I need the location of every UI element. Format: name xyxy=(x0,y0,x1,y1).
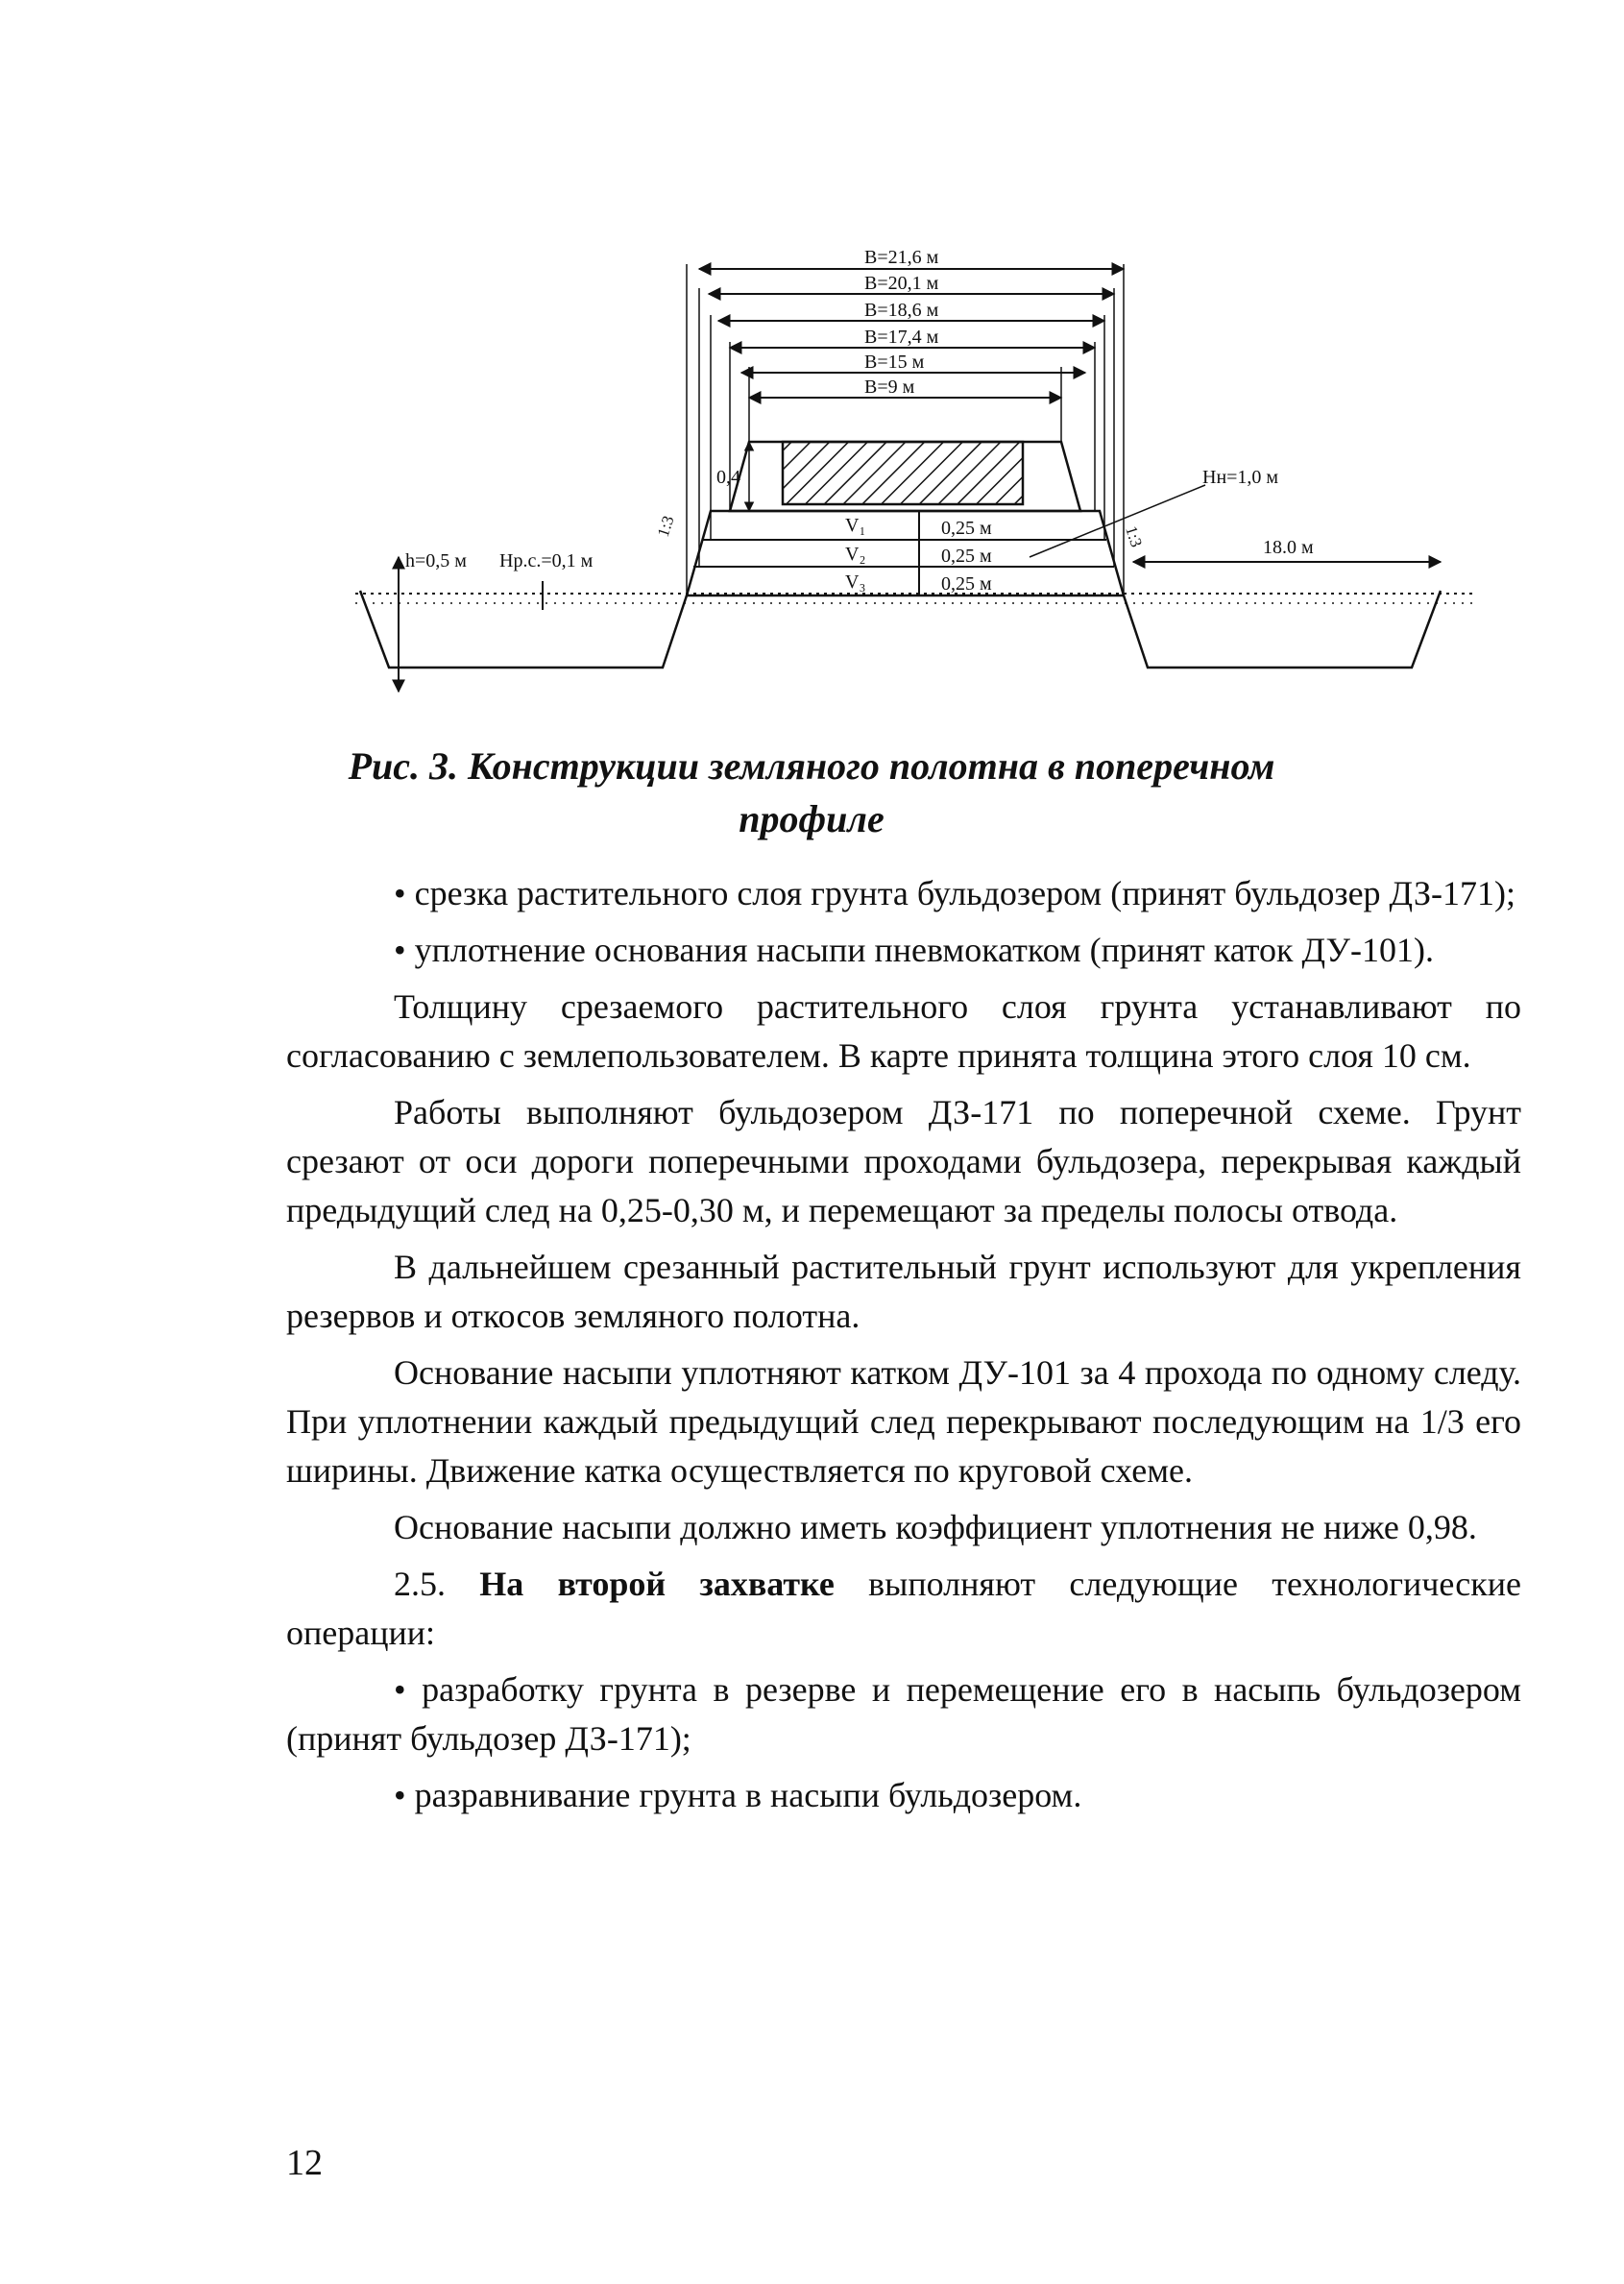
width-label-3: B=18,6 м xyxy=(864,300,939,321)
width-label-1: B=21,6 м xyxy=(864,247,939,268)
embankment-height-label: Hн=1,0 м xyxy=(1202,467,1279,488)
layer-v1-label: V₁ xyxy=(845,515,866,536)
reserve-width-label: 18.0 м xyxy=(1263,537,1314,558)
hatched-layer xyxy=(783,442,1023,504)
layer-thickness-1: 0,25 м xyxy=(941,518,992,539)
cross-section-figure xyxy=(346,240,1479,701)
section-paragraph xyxy=(286,1560,1521,1658)
embankment-outline xyxy=(687,511,1124,595)
layer-v3-label: V₃ xyxy=(845,571,866,593)
page-number: 12 xyxy=(286,2143,323,2183)
left-reserve xyxy=(360,591,687,668)
section-text: выполняют следующие технологические операции: xyxy=(286,1565,1522,1652)
layer-thickness-3: 0,25 м xyxy=(941,573,992,595)
width-label-2: B=20,1 м xyxy=(864,273,939,294)
width-label-6: B=9 м xyxy=(864,377,915,398)
body-text xyxy=(286,869,1521,1828)
layer-thickness-2: 0,25 м xyxy=(941,546,992,567)
slope-label-right: 1:3 xyxy=(1122,523,1146,549)
height-leader xyxy=(1030,485,1205,557)
paragraph: Работы выполняют бульдозером ДЗ-171 по поперечной схеме. Грунт срезают от оси дороги поперечными проходами бульдозера, перекрывая каждый предыдущий след на 0,25-0,30 м, и перемещают за пределы полосы отвода. xyxy=(286,1093,1521,1229)
paragraph: • срезка растительного слоя грунта бульдозером (принят бульдозер ДЗ-171); xyxy=(394,874,1516,912)
width-label-5: B=15 м xyxy=(864,352,925,373)
caption-line-1: Рис. 3. Конструкции земляного полотна в поперечном xyxy=(348,744,1275,788)
paragraph: В дальнейшем срезанный растительный грунт используют для укрепления резервов и откосов земляного полотна. xyxy=(286,1248,1521,1335)
paragraph: Основание насыпи уплотняют катком ДУ-101 за 4 прохода по одному следу. При уплотнении каждый предыдущий след перекрывают последующим на 1/3 его ширины. Движение катка осуществляется по круговой схеме. xyxy=(286,1353,1521,1490)
top-thickness-label: 0,4 xyxy=(716,467,740,488)
caption-line-2: профиле xyxy=(739,797,885,840)
width-label-4: B=17,4 м xyxy=(864,327,939,348)
paragraph: Толщину срезаемого растительного слоя грунта устанавливают по согласованию с землепользователем. В карте принята толщина этого слоя 10 см. xyxy=(286,987,1521,1075)
layer-v2-label: V₂ xyxy=(845,544,866,565)
section-number: 2.5. xyxy=(394,1565,446,1603)
reserve-depth-label: h=0,5 м xyxy=(405,550,467,571)
paragraph: Основание насыпи должно иметь коэффициент уплотнения не ниже 0,98. xyxy=(394,1508,1477,1546)
section-heading: На второй захватке xyxy=(479,1565,835,1603)
right-reserve xyxy=(1124,591,1441,668)
slope-label-left: 1:3 xyxy=(653,513,678,540)
paragraph: • уплотнение основания насыпи пневмокатком (принят каток ДУ-101). xyxy=(394,931,1434,969)
cross-section-diagram xyxy=(346,240,1479,701)
figure-caption xyxy=(288,740,1335,845)
paragraph: • разработку грунта в резерве и перемещение его в насыпь бульдозером (принят бульдозер ДЗ-171); xyxy=(286,1670,1521,1758)
paragraph: • разравнивание грунта в насыпи бульдозером. xyxy=(394,1776,1082,1814)
topsoil-thickness-label: Hр.с.=0,1 м xyxy=(499,550,594,571)
